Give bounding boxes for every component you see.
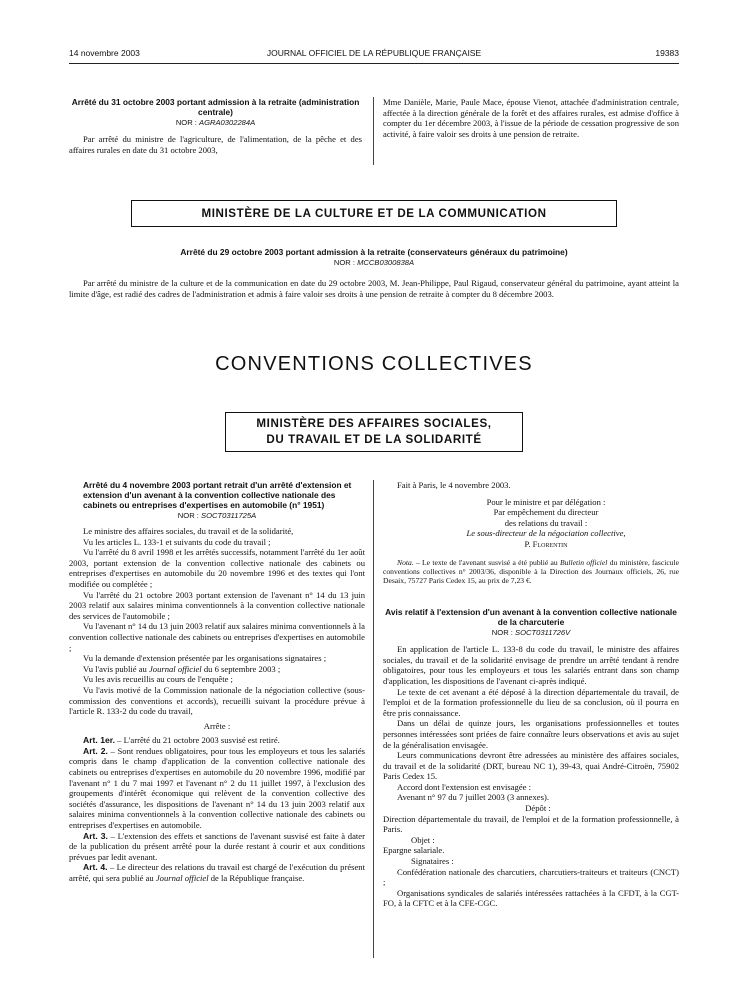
depot-text: Direction départementale du travail, de l'emploi et de la formation professionnelle, à Paris. <box>383 813 679 835</box>
decree-title: Arrêté du 29 octobre 2003 portant admission à la retraite (conservateurs généraux du patrimoine) <box>180 247 568 257</box>
article-4: Art. 4. – Le directeur des relations du travail est chargé de l'exécution du présent arrêté, qui sera publié au Journal officiel de la République française. <box>69 862 365 883</box>
top-right-decree <box>383 97 679 139</box>
nor-reference: NOR : SOCT0311725A <box>177 511 257 520</box>
arrete-label: Arrête : <box>203 720 231 731</box>
decree-body-cont: Mme Danièle, Marie, Paule Mace, épouse Vienot, attachée d'administration centrale, affectée à la direction générale de la forêt et des affaires rurales, est admise d'office à compter du 1er décembre 2003, à l'issue de la période de cessation progressive de son activité, à faire valoir ses droits à une pension de retraite. <box>383 97 679 139</box>
signataires-label: Signataires : <box>411 856 454 867</box>
article-1: Art. 1er. – L'arrêté du 21 octobre 2003 susvisé est retiré. <box>83 735 280 746</box>
top-left-decree <box>69 97 362 155</box>
objet-label: Objet : <box>411 834 435 845</box>
avis-para: Avenant n° 97 du 7 juillet 2003 (3 annexes). <box>397 792 549 803</box>
signataire-2: Organisations syndicales de salariés intéressées rattachées à la CFDT, à la CGT-FO, à la CFTC et à la CFE-CGC. <box>383 887 679 909</box>
signature-block <box>383 497 679 550</box>
ministry-social-box <box>225 412 523 452</box>
culture-decree <box>69 247 679 299</box>
left-column <box>69 480 365 884</box>
page-header <box>69 48 679 62</box>
preamble-cont <box>69 674 365 716</box>
avis-body <box>383 644 679 803</box>
preamble-para: Vu l'arrêté du 21 octobre 2003 portant extension de l'avenant n° 14 du 13 juin 2003 relatif aux salaires minima conventionnels à la convention collective nationale des services de l'automobile ; <box>69 589 365 621</box>
nota-note: Nota. – Le texte de l'avenant susvisé a été publié au Bulletin officiel du ministère, fascicule conventions collectives n° 2003/36, disponible à la Direction des Journaux officiels, 26, rue Desaix, 75727 Paris Cedex 15, au prix de 7,23 €. <box>383 557 680 585</box>
fait-line: Fait à Paris, le 4 novembre 2003. <box>397 480 511 490</box>
article-3: Art. 3. – L'extension des effets et sanctions de l'avenant susvisé est faite à dater de la publication du présent arrêté pour la durée restant à courir et aux conditions prévues par ledit avenant. <box>69 830 365 862</box>
objet-text: Epargne salariale. <box>383 845 445 856</box>
preamble-para: Vu la demande d'extension présentée par les organisations signataires ; <box>83 653 327 664</box>
article-2: Art. 2. – Sont rendues obligatoires, pour tous les employeurs et tous les salariés compris dans le champ d'application de la convention collective nationale des cabinets ou entreprises d'expertises en automobile du 20 novembre 1996, modifié par l'avenant n° 1 du 7 mai 1997 et l'avenant n° 2 du 11 juillet 1997, à l'exclusion des groupements d'intérêt économique qui relèvent de la convention collective des sociétés d'assurance, les dispositions de l'avenant n° 14 du 13 juin 2003 relatif aux salaires minima conventionnels à la convention collective nationale des cabinets ou entreprises d'expertises en automobile. <box>69 745 365 831</box>
decree-title: Arrêté du 4 novembre 2003 portant retrait d'un arrêté d'extension et extension d'un avenant à la convention collective nationale des cabinets ou entreprises d'expertises en automobile (n° 1951) <box>83 480 352 510</box>
decree-body: Par arrêté du ministre de l'agriculture, de l'alimentation, de la pêche et des affaires rurales en date du 31 octobre 2003, <box>69 134 362 155</box>
preamble <box>69 526 365 664</box>
nor-reference: NOR : MCCB0300838A <box>333 258 415 267</box>
decree-title: Arrêté du 31 octobre 2003 portant admission à la retraite (administration centrale) <box>71 97 360 117</box>
preamble-para: Le ministre des affaires sociales, du travail et de la solidarité, <box>83 526 294 536</box>
nor-reference: NOR : SOCT0311726V <box>491 628 571 638</box>
preamble-para: Vu les articles L. 133-1 et suivants du code du travail ; <box>83 536 271 547</box>
signature-line: Par empêchement du directeur <box>493 507 599 518</box>
nor-reference: NOR : AGRA0302284A <box>175 118 256 127</box>
avis-para: En application de l'article L. 133-8 du code du travail, le ministre des affaires sociales, du travail et de la solidarité envisage de prendre un arrêté tendant à rendre obligatoires, pour tous les employeurs et tous les salariés entrant dans son champ d'application, les dispositions de l'avenant ci-après indiqué. <box>383 644 679 686</box>
decree-body: Par arrêté du ministre de la culture et de la communication en date du 29 octobre 2003, M. Jean-Philippe, Paul Rigaud, conservateur général du patrimoine, ayant atteint la limite d'âge, est radié des cadres de l'administration et admis à faire valoir ses droits à une pension de retraite à compter du 8 décembre 2003. <box>69 278 679 299</box>
signataire-1: Confédération nationale des charcutiers, charcutiers-traiteurs et traiteurs (CNCT) ; <box>383 866 679 888</box>
preamble-para: Vu l'avenant n° 14 du 13 juin 2003 relatif aux salaires minima conventionnels à la convention collective nationale des cabinets ou entreprises d'expertises en automobile ; <box>69 621 365 653</box>
avis-title: Avis relatif à l'extension d'un avenant à la convention collective nationale de la charcuterie <box>385 607 677 628</box>
preamble-para: Vu l'arrêté du 8 avril 1998 et les arrêtés successifs, notamment l'arrêté du 1er août 2003, portant extension de la convention collective nationale des cabinets ou entreprises d'expertises en automobile du 20 novembre 1996 et des textes qui l'ont modifiée ou complétée ; <box>69 547 365 589</box>
right-column <box>383 480 679 909</box>
column-rule <box>373 97 374 165</box>
depot-label: Dépôt : <box>525 803 551 814</box>
preamble-para: Vu les avis recueillis au cours de l'enquête ; <box>83 674 233 685</box>
column-rule <box>373 480 374 958</box>
avis-para: Le texte de cet avenant a été déposé à la direction départementale du travail, de l'emploi et de la formation professionnelle du lieu de sa conclusion, où il pourra en être pris connaissance. <box>383 686 679 718</box>
signature-line: des relations du travail : <box>504 517 588 528</box>
signatory-name: P. Florentin <box>524 538 568 549</box>
signature-line: Pour le ministre et par délégation : <box>486 496 606 507</box>
ministry-line-1: MINISTÈRE DES AFFAIRES SOCIALES, <box>256 417 492 430</box>
section-title: CONVENTIONS COLLECTIVES <box>215 353 533 375</box>
signature-line: Le sous-directeur de la négociation collective, <box>466 528 626 539</box>
preamble-para: Vu l'avis motivé de la Commission nationale de la négociation collective (sous-commission des conventions et accords), recueilli suivant la procédure prévue à l'article R. 133-2 du code du travail, <box>69 684 365 717</box>
ministry-line-2: DU TRAVAIL ET DE LA SOLIDARITÉ <box>266 433 482 446</box>
avis-para: Dans un délai de quinze jours, les organisations professionnelles et toutes personnes intéressées sont priées de faire connaître leurs observations et avis au sujet de la généralisation envisagée. <box>383 718 679 750</box>
header-journal: JOURNAL OFFICIEL DE LA RÉPUBLIQUE FRANÇAISE <box>266 48 482 58</box>
header-date: 14 novembre 2003 <box>69 48 140 58</box>
avis-para: Accord dont l'extension est envisagée : <box>397 781 531 792</box>
avis-para: Leurs communications devront être adressées au ministère des affaires sociales, du travail et de la solidarité (DRT, bureau NC 1), 39-43, quai André-Citroën, 75902 Paris Cedex 15. <box>383 750 679 782</box>
ministry-culture-box: MINISTÈRE DE LA CULTURE ET DE LA COMMUNICATION <box>131 200 617 227</box>
header-rule <box>69 63 679 64</box>
header-page-number: 19383 <box>655 48 679 58</box>
preamble-para: Vu l'avis publié au Journal officiel du 6 septembre 2003 ; <box>83 663 281 674</box>
